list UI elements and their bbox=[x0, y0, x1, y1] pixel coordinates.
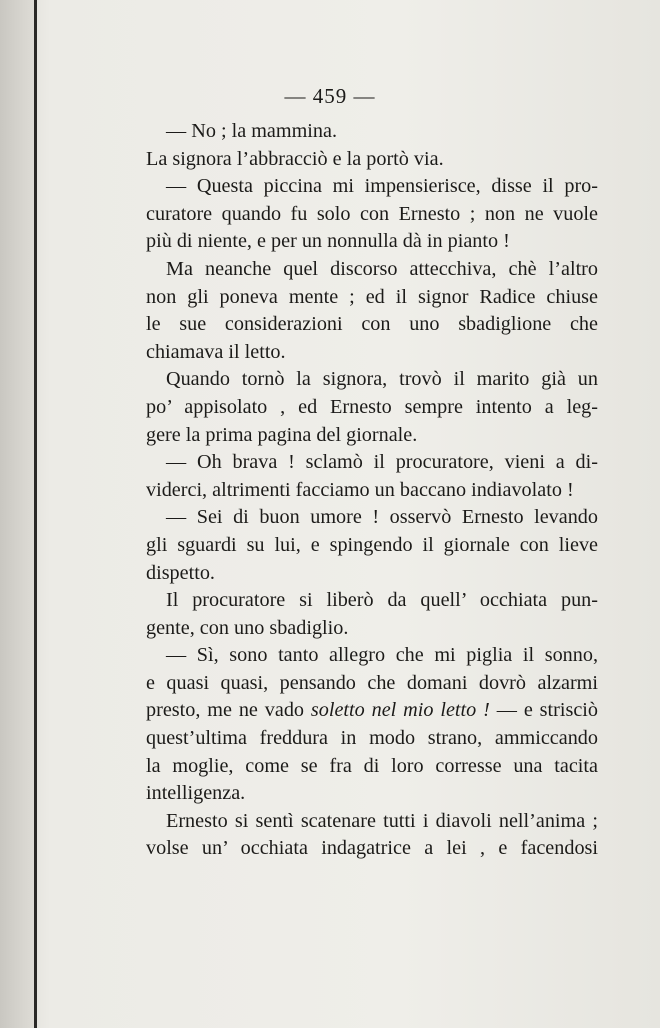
text-line: volse un’ occhiata indagatrice a lei , e facendosi bbox=[146, 837, 598, 860]
text-line: gente, con uno sbadiglio. bbox=[146, 616, 349, 639]
text-line: la moglie, come se fra di loro corresse una tacita bbox=[146, 754, 598, 777]
text-line: Ma neanche quel discorso attecchiva, chè l’altro bbox=[166, 257, 598, 280]
binding-shadow bbox=[0, 0, 34, 1028]
text-line: le sue considerazioni con uno sbadiglione che bbox=[146, 313, 598, 336]
text-line: Il procuratore si liberò da quell’ occhiata pun- bbox=[166, 589, 598, 612]
text-line: — Sì, sono tanto allegro che mi piglia il sonno, bbox=[166, 644, 598, 667]
text-line: intelligenza. bbox=[146, 782, 246, 805]
italic-phrase: soletto nel mio letto ! bbox=[310, 699, 490, 722]
page-number: — 459 — bbox=[284, 84, 376, 108]
text-line: — Sei di buon umore ! osservò Ernesto levando bbox=[166, 506, 598, 529]
body-text bbox=[146, 118, 598, 863]
text-line: Ernesto si sentì scatenare tutti i diavoli nell’anima ; bbox=[166, 809, 598, 832]
binding-edge bbox=[34, 0, 37, 1028]
text-line: chiamava il letto. bbox=[146, 340, 286, 363]
text-line: e quasi quasi, pensando che domani dovrò alzarmi bbox=[146, 671, 598, 694]
text-fragment: presto, me ne vado bbox=[146, 699, 311, 722]
text-line: La signora l’abbracciò e la portò via. bbox=[146, 147, 444, 170]
text-line: gli sguardi su lui, e spingendo il giornale con lieve bbox=[146, 533, 598, 556]
text-line: — Oh brava ! sclamò il procuratore, vieni a di- bbox=[166, 451, 598, 474]
text-line: po’ appisolato , ed Ernesto sempre intento a leg- bbox=[146, 395, 598, 418]
text-line: quest’ultima freddura in modo strano, ammiccando bbox=[146, 727, 598, 750]
text-line: non gli poneva mente ; ed il signor Radice chiuse bbox=[146, 285, 598, 308]
text-line-with-italic bbox=[146, 697, 598, 725]
text-line: — Questa piccina mi impensierisce, disse il pro- bbox=[166, 175, 598, 198]
text-line: viderci, altrimenti facciamo un baccano indiavolato ! bbox=[146, 478, 574, 501]
text-fragment: — e strisciò bbox=[489, 699, 598, 722]
text-line: Quando tornò la signora, trovò il marito già un bbox=[166, 368, 598, 391]
text-line: curatore quando fu solo con Ernesto ; non ne vuole bbox=[146, 202, 598, 225]
text-line: più di niente, e per un nonnulla dà in pianto ! bbox=[146, 230, 510, 253]
text-line: dispetto. bbox=[146, 561, 215, 584]
text-line: — No ; la mammina. bbox=[166, 120, 338, 142]
text-line: gere la prima pagina del giornale. bbox=[146, 423, 418, 446]
